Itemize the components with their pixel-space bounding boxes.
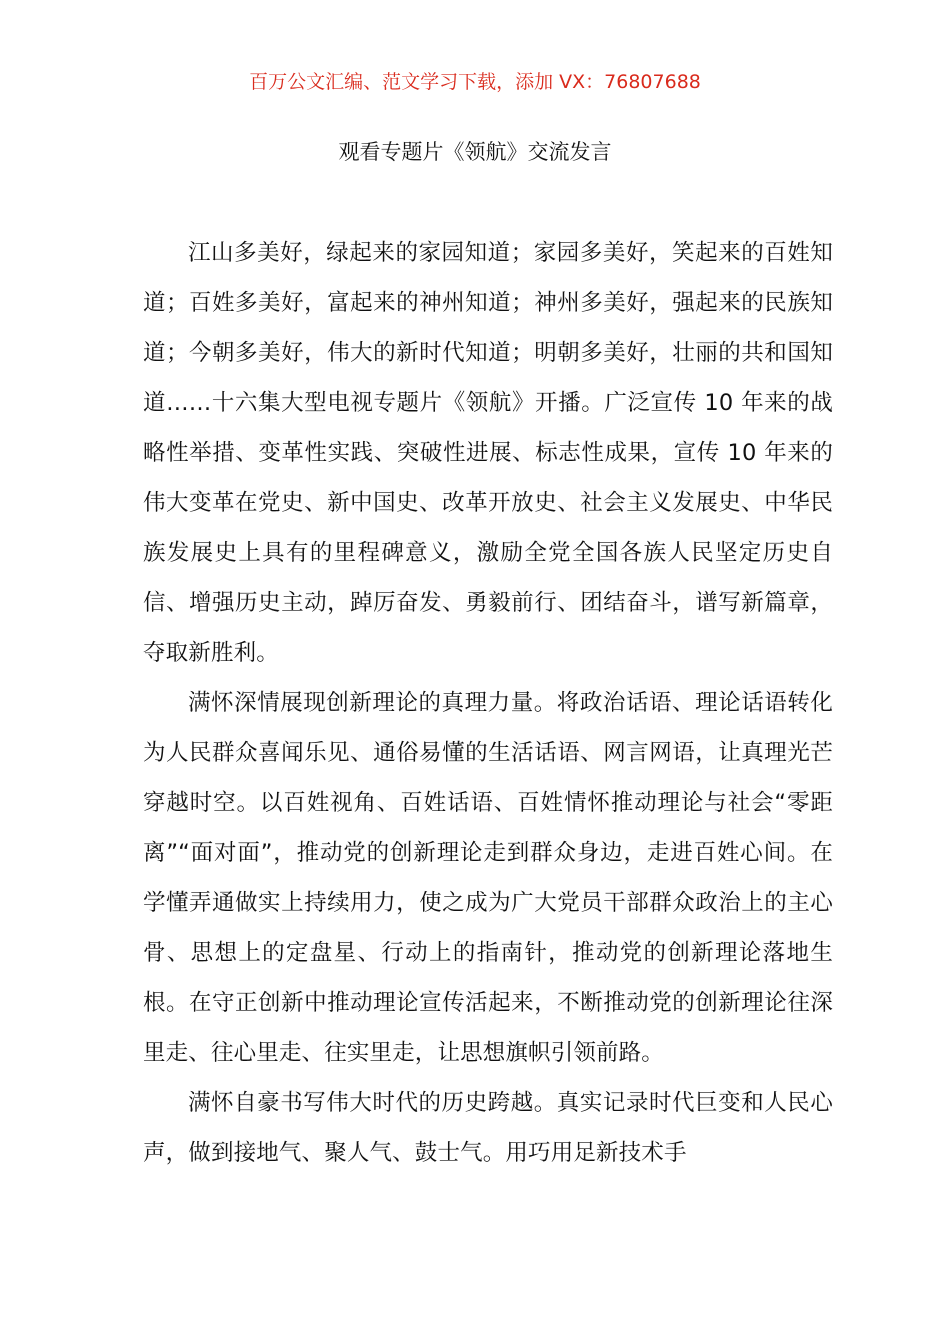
- body-paragraph: 满怀自豪书写伟大时代的历史跨越。真实记录时代巨变和人民心声，做到接地气、聚人气、鼓士气。用巧用足新技术手: [143, 1090, 833, 1166]
- download-notice-header: 百万公文汇编、范文学习下载，添加 VX：76807688: [249, 71, 701, 93]
- document-title: 观看专题片《领航》交流发言: [338, 140, 612, 164]
- document-body: [143, 228, 833, 1178]
- body-paragraph: 满怀深情展现创新理论的真理力量。将政治话语、理论话语转化为人民群众喜闻乐见、通俗易懂的生活话语、网言网语，让真理光芒穿越时空。以百姓视角、百姓话语、百姓情怀推动理论与社会“零距离”“面对面”，推动党的创新理论走到群众身边，走进百姓心间。在学懂弄通做实上持续用力，使之成为广大党员干部群众政治上的主心骨、思想上的定盘星、行动上的指南针，推动党的创新理论落地生根。在守正创新中推动理论宣传活起来，不断推动党的创新理论往深里走、往心里走、往实里走，让思想旗帜引领前路。: [143, 690, 833, 1066]
- body-paragraph: 江山多美好，绿起来的家园知道；家园多美好，笑起来的百姓知道；百姓多美好，富起来的神州知道；神州多美好，强起来的民族知道；今朝多美好，伟大的新时代知道；明朝多美好，壮丽的共和国知道……十六集大型电视专题片《领航》开播。广泛宣传 10 年来的战略性举措、变革性实践、突破性进展、标志性成果，宣传 10 年来的伟大变革在党史、新中国史、改革开放史、社会主义发展史、中华民族发展史上具有的里程碑意义，激励全党全国各族人民坚定历史自信、增强历史主动，踔厉奋发、勇毅前行、团结奋斗，谱写新篇章，夺取新胜利。: [143, 240, 833, 666]
